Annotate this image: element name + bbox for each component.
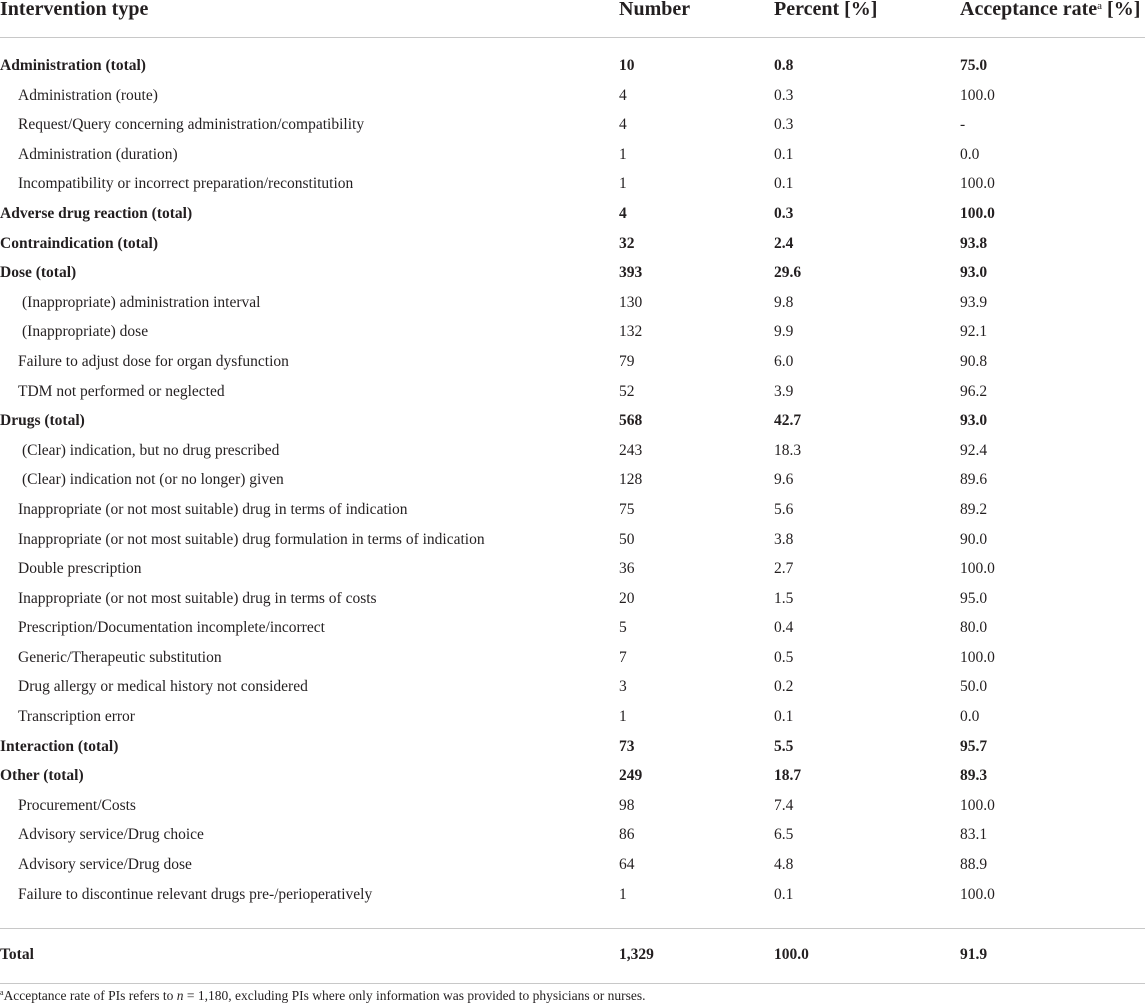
table-row — [0, 643, 1145, 673]
row-label: Failure to discontinue relevant drugs pre-/perioperatively — [18, 885, 373, 903]
row-percent: 0.8 — [774, 57, 794, 74]
row-acceptance: 93.8 — [960, 234, 988, 252]
row-label: Failure to adjust dose for organ dysfunction — [18, 352, 289, 370]
table-row — [0, 495, 1145, 525]
row-label: (Inappropriate) dose — [22, 323, 149, 341]
row-label: Advisory service/Drug choice — [18, 826, 204, 844]
row-percent: 2.4 — [774, 234, 794, 252]
row-label: Inappropriate (or not most suitable) drug in terms of costs — [18, 589, 377, 607]
row-acceptance: 100.0 — [960, 648, 995, 666]
row-acceptance: 100.0 — [960, 86, 995, 104]
row-label: Inappropriate (or not most suitable) drug in terms of indication — [18, 500, 408, 518]
row-number: 32 — [619, 234, 635, 252]
row-acceptance: 89.3 — [960, 767, 988, 785]
table-row — [0, 820, 1145, 850]
grand-total-acceptance: 91.9 — [960, 946, 988, 963]
footnote-text-after: = 1,180, excluding PIs where only information was provided to physicians or nurses. — [183, 988, 646, 1003]
row-number: 52 — [619, 382, 635, 400]
grand-total-percent: 100.0 — [774, 946, 809, 963]
row-label: Prescription/Documentation incomplete/incorrect — [18, 619, 325, 637]
table-row — [0, 613, 1145, 643]
row-label: Administration (route) — [18, 86, 158, 104]
row-percent: 0.1 — [774, 885, 794, 903]
row-acceptance: 100.0 — [960, 175, 995, 193]
row-percent: 0.2 — [774, 678, 794, 696]
row-acceptance: 90.8 — [960, 352, 988, 370]
row-label: Dose (total) — [0, 264, 77, 282]
table-header — [0, 0, 1145, 38]
footnote-n-symbol: n — [176, 988, 184, 1003]
row-percent: 3.9 — [774, 382, 794, 400]
row-number: 130 — [619, 293, 643, 311]
header-number: Number — [619, 0, 691, 20]
row-percent: 6.0 — [774, 352, 794, 370]
header-acceptance-unit: [%] — [1102, 0, 1141, 20]
table-row — [0, 465, 1145, 495]
row-percent: 9.8 — [774, 293, 794, 311]
header-intervention-type: Intervention type — [0, 0, 149, 20]
row-percent: 5.5 — [774, 737, 794, 755]
row-number: 79 — [619, 352, 635, 370]
row-percent: 9.9 — [774, 323, 794, 341]
row-label: Drug allergy or medical history not considered — [18, 678, 308, 696]
row-number: 249 — [619, 767, 643, 785]
row-label: Procurement/Costs — [18, 796, 136, 814]
row-percent: 0.4 — [774, 619, 794, 637]
row-label: Interaction (total) — [0, 737, 119, 755]
row-percent: 18.3 — [774, 441, 802, 459]
row-acceptance: 88.9 — [960, 856, 988, 874]
table-body — [0, 51, 1145, 909]
row-acceptance: 100.0 — [960, 204, 995, 222]
row-label: Request/Query concerning administration/compatibility — [18, 116, 365, 134]
row-label: Generic/Therapeutic substitution — [18, 648, 222, 666]
row-percent: 5.6 — [774, 500, 794, 518]
row-percent: 0.1 — [774, 145, 794, 163]
footnote-text-before: Acceptance rate of PIs refers to — [3, 988, 177, 1003]
table-row-total — [0, 199, 1145, 229]
row-number: 1 — [619, 885, 627, 903]
row-percent: 6.5 — [774, 826, 794, 844]
table-row — [0, 672, 1145, 702]
header-percent: Percent [%] — [774, 0, 878, 20]
row-label: Adverse drug reaction (total) — [0, 204, 193, 222]
row-number: 568 — [619, 412, 643, 430]
row-label: Drugs (total) — [0, 412, 85, 430]
row-label: Administration (duration) — [18, 145, 178, 163]
table-row — [0, 169, 1145, 199]
row-number: 64 — [619, 856, 635, 874]
row-number: 75 — [619, 500, 635, 518]
table-row-total — [0, 258, 1145, 288]
table-row — [0, 81, 1145, 111]
row-number: 5 — [619, 619, 627, 637]
row-percent: 29.6 — [774, 264, 802, 282]
row-number: 132 — [619, 323, 643, 341]
table-row — [0, 850, 1145, 880]
row-acceptance: 89.2 — [960, 500, 988, 518]
row-number: 4 — [619, 204, 627, 222]
table-row — [0, 436, 1145, 466]
row-percent: 2.7 — [774, 560, 794, 578]
row-label: Incompatibility or incorrect preparation/reconstitution — [18, 175, 354, 193]
table-row — [0, 110, 1145, 140]
row-number: 4 — [619, 86, 627, 104]
row-acceptance: 100.0 — [960, 885, 995, 903]
row-acceptance: 100.0 — [960, 796, 995, 814]
table-row — [0, 140, 1145, 170]
row-acceptance: 90.0 — [960, 530, 988, 548]
row-percent: 0.3 — [774, 204, 794, 222]
table-row-total — [0, 406, 1145, 436]
row-label: (Clear) indication not (or no longer) given — [22, 471, 284, 489]
row-acceptance: 92.1 — [960, 323, 988, 341]
row-number: 50 — [619, 530, 635, 548]
table-row — [0, 377, 1145, 407]
row-percent: 0.1 — [774, 175, 794, 193]
row-number: 128 — [619, 471, 643, 489]
row-label: Double prescription — [18, 560, 142, 578]
row-acceptance: 93.0 — [960, 412, 988, 430]
table-row — [0, 288, 1145, 318]
row-percent: 7.4 — [774, 796, 794, 814]
row-acceptance: 95.0 — [960, 589, 988, 607]
row-acceptance: 92.4 — [960, 441, 988, 459]
row-acceptance: 0.0 — [960, 708, 980, 726]
table-row — [0, 317, 1145, 347]
row-percent: 9.6 — [774, 471, 794, 489]
grand-total-label: Total — [0, 946, 34, 963]
row-label: (Clear) indication, but no drug prescribed — [22, 441, 280, 459]
row-percent: 18.7 — [774, 767, 802, 785]
table-row — [0, 584, 1145, 614]
row-acceptance: 100.0 — [960, 560, 995, 578]
row-label: Administration (total) — [0, 57, 146, 74]
table-row — [0, 554, 1145, 584]
row-percent: 4.8 — [774, 856, 794, 874]
table-row-total — [0, 229, 1145, 259]
row-acceptance: 80.0 — [960, 619, 988, 637]
row-acceptance: 0.0 — [960, 145, 980, 163]
row-number: 36 — [619, 560, 635, 578]
table-row-total — [0, 732, 1145, 762]
row-percent: 1.5 — [774, 589, 794, 607]
table-row — [0, 525, 1145, 555]
row-label: Other (total) — [0, 767, 84, 785]
table-row — [0, 702, 1145, 732]
table-row — [0, 791, 1145, 821]
table-row-total — [0, 51, 1145, 81]
row-number: 243 — [619, 441, 643, 459]
footnote-marker: a — [0, 988, 4, 997]
grand-total-row — [0, 928, 1145, 984]
row-percent: 42.7 — [774, 412, 802, 430]
table-row — [0, 880, 1145, 910]
header-acceptance-footnote-marker: a — [1097, 0, 1103, 12]
row-number: 1 — [619, 145, 627, 163]
table-row-total — [0, 761, 1145, 791]
table-footnote — [0, 988, 646, 1004]
header-acceptance — [960, 0, 1140, 21]
row-number: 7 — [619, 648, 627, 666]
row-number: 3 — [619, 678, 627, 696]
row-label: TDM not performed or neglected — [18, 382, 225, 400]
row-number: 20 — [619, 589, 635, 607]
row-acceptance: - — [960, 116, 966, 134]
row-number: 10 — [619, 57, 635, 74]
row-label: Contraindication (total) — [0, 234, 159, 252]
row-label: Advisory service/Drug dose — [18, 856, 192, 874]
row-number: 98 — [619, 796, 635, 814]
row-label: Transcription error — [18, 708, 135, 726]
row-acceptance: 89.6 — [960, 471, 988, 489]
row-acceptance: 93.0 — [960, 264, 988, 282]
row-acceptance: 75.0 — [960, 57, 988, 74]
row-label: Inappropriate (or not most suitable) drug formulation in terms of indication — [18, 530, 485, 548]
row-number: 1 — [619, 175, 627, 193]
row-acceptance: 50.0 — [960, 678, 988, 696]
row-percent: 0.3 — [774, 116, 794, 134]
row-number: 73 — [619, 737, 635, 755]
row-percent: 0.5 — [774, 648, 794, 666]
row-percent: 0.3 — [774, 86, 794, 104]
row-acceptance: 96.2 — [960, 382, 988, 400]
row-label: (Inappropriate) administration interval — [22, 293, 261, 311]
row-number: 393 — [619, 264, 643, 282]
row-percent: 3.8 — [774, 530, 794, 548]
row-number: 4 — [619, 116, 627, 134]
row-percent: 0.1 — [774, 708, 794, 726]
header-acceptance-label: Acceptance rate — [960, 0, 1098, 20]
row-number: 1 — [619, 708, 627, 726]
row-acceptance: 95.7 — [960, 737, 988, 755]
row-acceptance: 83.1 — [960, 826, 988, 844]
row-number: 86 — [619, 826, 635, 844]
grand-total-number: 1,329 — [619, 946, 654, 963]
row-acceptance: 93.9 — [960, 293, 988, 311]
table-row — [0, 347, 1145, 377]
